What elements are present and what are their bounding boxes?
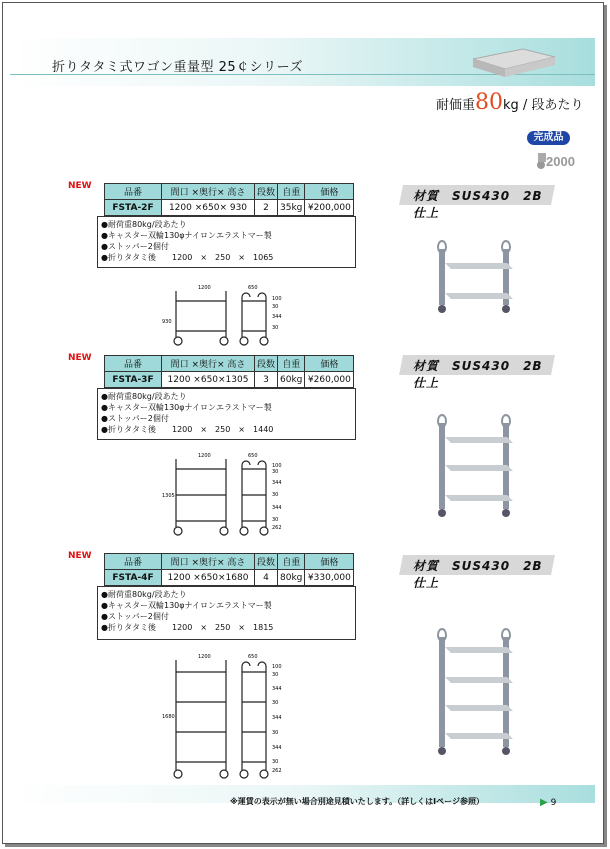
spec-row: [105, 372, 354, 388]
product-price: ¥260,000: [305, 372, 354, 388]
product-price: ¥200,000: [305, 200, 354, 216]
drawing-height: 1305: [162, 493, 175, 499]
drawing-depth: 650: [248, 453, 258, 459]
product-code: FSTA-4F: [105, 570, 162, 586]
drawing-dim: 344: [272, 480, 282, 486]
page-number-text: 9: [550, 798, 557, 808]
header-price: 価格: [305, 184, 354, 200]
drawing-dim: 30: [272, 517, 279, 523]
header-dims: 間口 ×奥行× 高さ: [162, 184, 255, 200]
drawing-dim: 344: [272, 715, 282, 721]
product-tiers: 4: [255, 570, 278, 586]
product-notes: [97, 216, 356, 268]
material-text: 材質 SUS430 2B仕上: [413, 559, 543, 590]
header-price: 価格: [305, 554, 354, 570]
spec-header-row: [105, 554, 354, 570]
drawing-dim: 344: [272, 745, 282, 751]
note-line: ●耐荷重80kg/段あたり: [101, 590, 187, 599]
note-line: ●折りタタミ後 1200 × 250 × 1065: [101, 253, 274, 262]
drawing-depth: 650: [248, 285, 258, 291]
header-tiers: 段数: [255, 184, 278, 200]
series-2000-badge: [531, 149, 575, 171]
page-number: [540, 797, 556, 808]
drawing-dim: 30: [272, 492, 279, 498]
product-weight: 60kg: [278, 372, 305, 388]
drawing-dim: 100: [272, 664, 282, 670]
product-code: FSTA-3F: [105, 372, 162, 388]
product-tiers: 2: [255, 200, 278, 216]
header-code: 品番: [105, 356, 162, 372]
note-line: ●ストッパー2個付: [101, 242, 169, 251]
load-unit: kg: [503, 98, 519, 113]
dimension-drawing: [160, 283, 300, 347]
drawing-dim: 30: [272, 304, 279, 310]
footer-note: ※運賃の表示が無い場合別途見積いたします。（詳しくはIページ参照）: [230, 797, 484, 806]
product-photo: [421, 409, 536, 521]
product-dims: 1200 ×650×1680: [162, 570, 255, 586]
spec-table: [104, 553, 354, 586]
drawing-dim: 262: [272, 525, 282, 531]
drawing-dim: 30: [272, 469, 279, 475]
material-banner: [399, 185, 555, 220]
header-weight: 自重: [278, 554, 305, 570]
note-line: ●ストッパー2個付: [101, 612, 169, 621]
spec-header-row: [105, 184, 354, 200]
spec-row: [105, 570, 354, 586]
note-line: ●キャスター双輪130φナイロンエラストマー製: [101, 403, 272, 412]
note-line: ●折りタタミ後 1200 × 250 × 1815: [101, 623, 274, 632]
material-banner: [399, 555, 555, 590]
product-notes: [97, 586, 356, 640]
drawing-dim: 30: [272, 700, 279, 706]
note-line: ●耐荷重80kg/段あたり: [101, 392, 187, 401]
header-price: 価格: [305, 356, 354, 372]
drawing-depth: 650: [248, 654, 258, 660]
note-line: ●キャスター双輪130φナイロンエラストマー製: [101, 231, 272, 240]
load-suffix: / 段あたり: [518, 98, 584, 113]
product-price: ¥330,000: [305, 570, 354, 586]
drawing-width: 1200: [198, 453, 211, 459]
product-dims: 1200 ×650×1305: [162, 372, 255, 388]
product-dims: 1200 ×650× 930: [162, 200, 255, 216]
note-line: ●耐荷重80kg/段あたり: [101, 220, 187, 229]
drawing-dim: 30: [272, 672, 279, 678]
material-text: 材質 SUS430 2B仕上: [413, 189, 543, 220]
page-arrow-icon: ▶: [540, 797, 548, 808]
new-label: NEW: [68, 353, 92, 363]
product-notes: [97, 388, 356, 440]
drawing-dim: 100: [272, 296, 282, 302]
drawing-dim: 344: [272, 314, 282, 320]
product-tiers: 3: [255, 372, 278, 388]
drawing-dim: 344: [272, 686, 282, 692]
note-line: ●ストッパー2個付: [101, 414, 169, 423]
drawing-dim: 30: [272, 759, 279, 765]
note-line: ●折りタタミ後 1200 × 250 × 1440: [101, 425, 274, 434]
drawing-dim: 262: [272, 768, 282, 774]
spec-row: [105, 200, 354, 216]
complete-product-badge: 完成品: [527, 131, 570, 145]
drawing-height: 1680: [162, 714, 175, 720]
drawing-width: 1200: [198, 654, 211, 660]
header-weight: 自重: [278, 356, 305, 372]
note-line: ●キャスター双輪130φナイロンエラストマー製: [101, 601, 272, 610]
series-title: 折りタタミ式ワゴン重量型 25￠シリーズ: [52, 60, 304, 75]
product-weight: 35kg: [278, 200, 305, 216]
load-prefix: 耐価重: [436, 98, 476, 113]
drawing-dim: 30: [272, 730, 279, 736]
spec-table: [104, 355, 354, 388]
new-label: NEW: [68, 181, 92, 191]
dimension-drawing: [160, 652, 300, 780]
header-dims: 間口 ×奥行× 高さ: [162, 554, 255, 570]
material-text: 材質 SUS430 2B仕上: [413, 359, 543, 390]
spec-table: [104, 183, 354, 216]
drawing-dim: 344: [272, 505, 282, 511]
tray-image: [463, 47, 558, 83]
product-code: FSTA-2F: [105, 200, 162, 216]
drawing-dim: 100: [272, 463, 282, 469]
header-weight: 自重: [278, 184, 305, 200]
product-photo: [421, 607, 536, 759]
product-weight: 80kg: [278, 570, 305, 586]
header-tiers: 段数: [255, 356, 278, 372]
drawing-height: 930: [162, 319, 172, 325]
load-capacity-note: [436, 90, 583, 115]
header-dims: 間口 ×奥行× 高さ: [162, 356, 255, 372]
product-photo: [421, 237, 536, 317]
header-code: 品番: [105, 184, 162, 200]
dimension-drawing: [160, 451, 300, 537]
load-value: 80: [475, 90, 504, 115]
drawing-dim: 30: [272, 325, 279, 331]
badge-2000-text: 2000: [546, 154, 575, 169]
new-label: NEW: [68, 551, 92, 561]
drawing-width: 1200: [198, 285, 211, 291]
spec-header-row: [105, 356, 354, 372]
header-code: 品番: [105, 554, 162, 570]
material-banner: [399, 355, 555, 390]
header-tiers: 段数: [255, 554, 278, 570]
